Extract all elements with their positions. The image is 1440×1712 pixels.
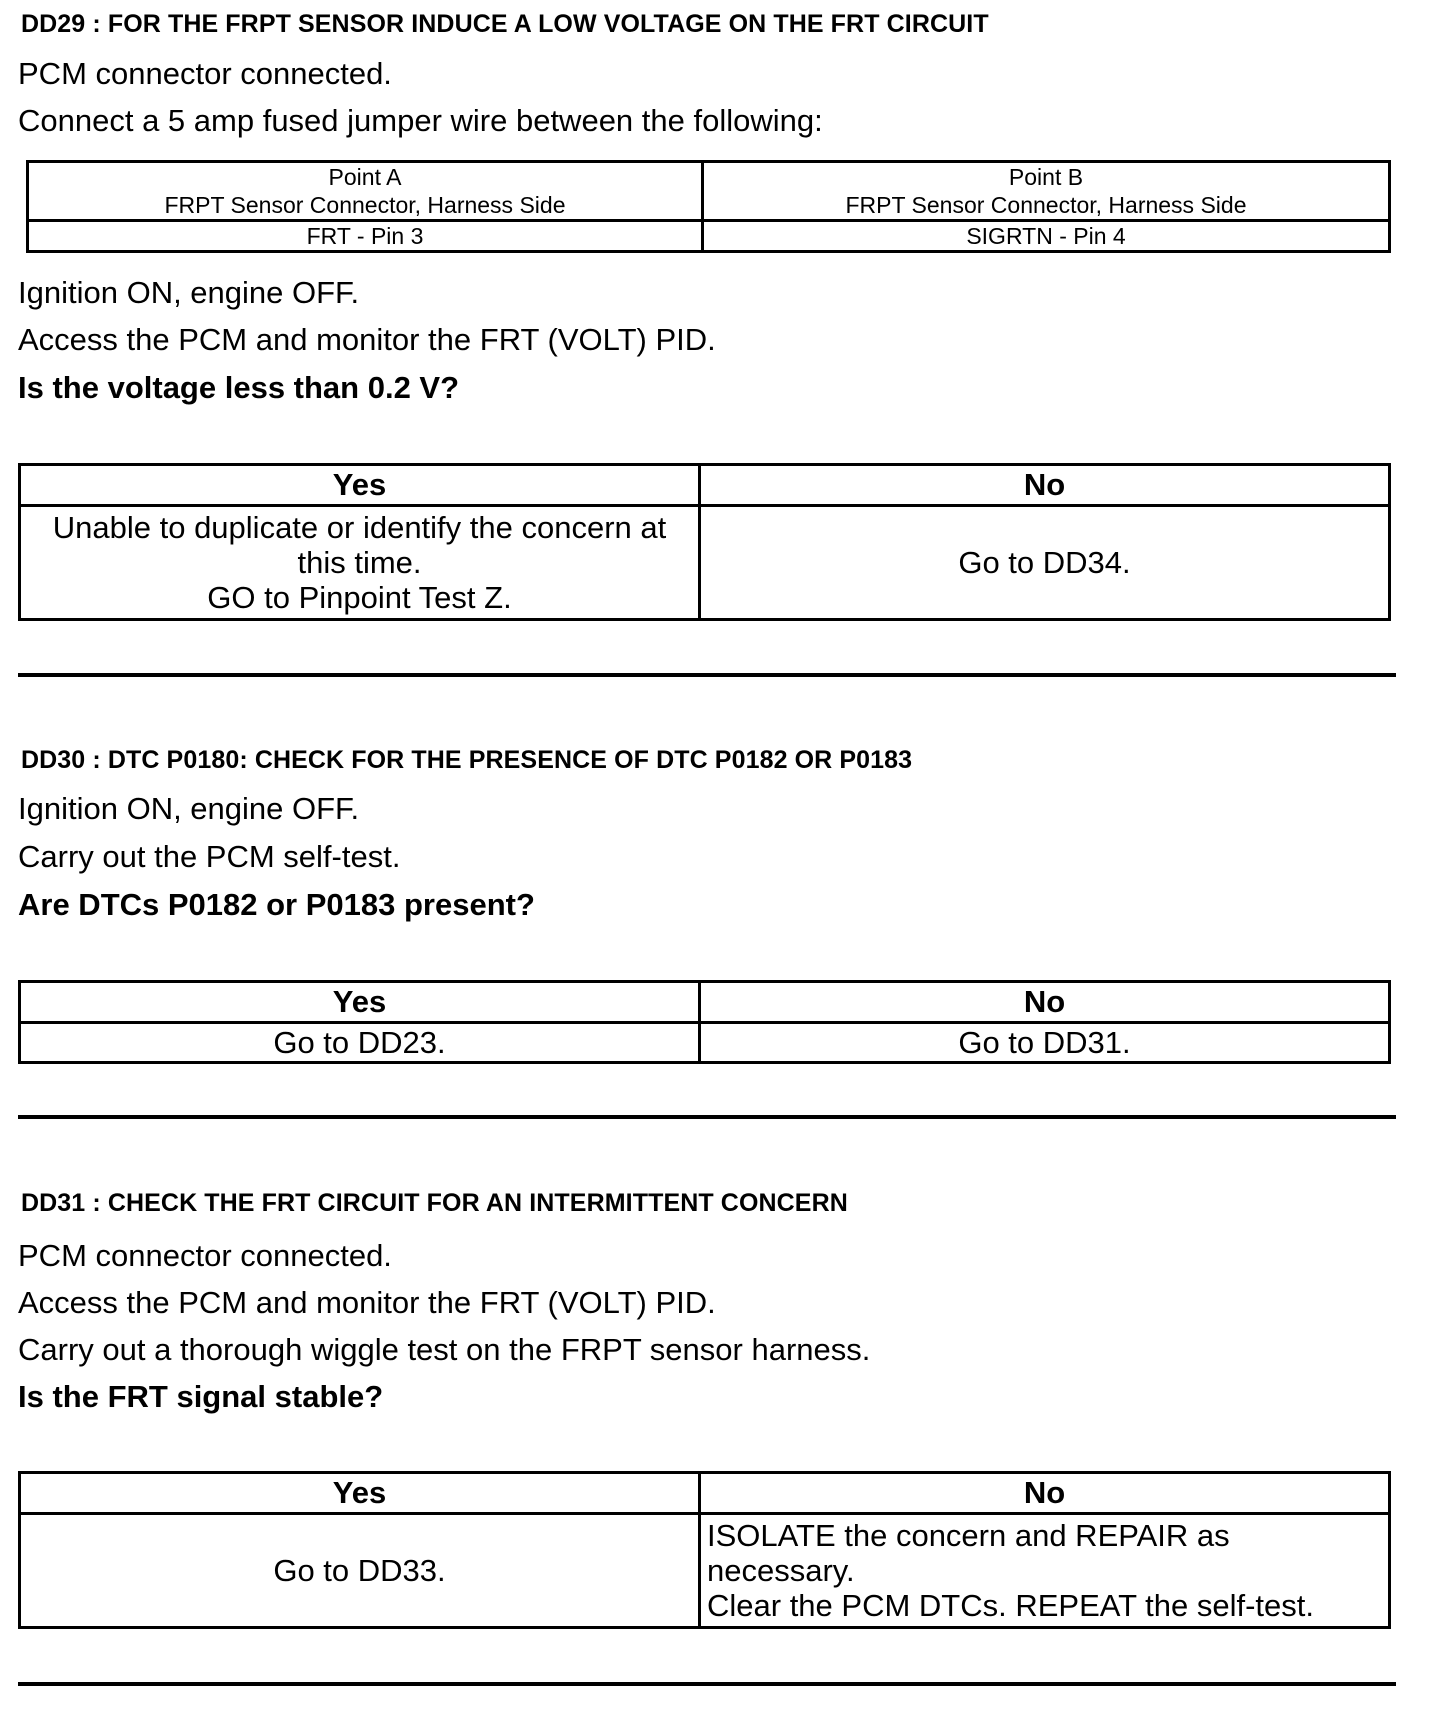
dd29-step-2: Connect a 5 amp fused jumper wire between the following: [18,103,823,138]
section-divider [18,1682,1396,1686]
point-b-location: FRPT Sensor Connector, Harness Side [845,192,1247,218]
jumper-table [26,160,1391,253]
dd29-yes-line-1: Unable to duplicate or identify the concern at [52,510,667,545]
dd31-step-1: PCM connector connected. [18,1238,392,1273]
dd31-result-table [18,1471,1391,1629]
dd29-step-1: PCM connector connected. [18,56,392,91]
dd31-step-2: Access the PCM and monitor the FRT (VOLT) PID. [18,1285,716,1320]
dd31-no-line-2: necessary. [707,1553,855,1588]
point-a-title: Point A [328,164,402,190]
dd29-question: Is the voltage less than 0.2 V? [18,370,460,405]
dd30-step-1: Ignition ON, engine OFF. [18,791,360,826]
dd29-no-header: No [700,465,1390,506]
dd30-heading: DD30 : DTC P0180: CHECK FOR THE PRESENCE OF DTC P0182 OR P0183 [21,746,913,774]
point-b-pin: SIGRTN - Pin 4 [703,221,1390,252]
dd31-yes-cell: Go to DD33. [20,1514,700,1628]
dd31-no-line-1: ISOLATE the concern and REPAIR as [707,1518,1230,1553]
point-a-pin: FRT - Pin 3 [28,221,703,252]
dd29-result-table [18,463,1391,621]
dd31-question: Is the FRT signal stable? [18,1379,384,1414]
dd30-yes-header: Yes [20,982,700,1023]
point-a-header [28,162,703,221]
dd31-no-cell [700,1514,1390,1628]
dd29-step-4: Access the PCM and monitor the FRT (VOLT) PID. [18,322,716,357]
dd29-heading: DD29 : FOR THE FRPT SENSOR INDUCE A LOW VOLTAGE ON THE FRT CIRCUIT [21,10,989,38]
dd31-heading: DD31 : CHECK THE FRT CIRCUIT FOR AN INTERMITTENT CONCERN [21,1189,848,1217]
dd30-no-header: No [700,982,1390,1023]
dd30-yes-cell: Go to DD23. [20,1023,700,1063]
dd30-no-cell: Go to DD31. [700,1023,1390,1063]
dd29-yes-cell [20,506,700,620]
dd30-result-table [18,980,1391,1064]
point-b-title: Point B [1008,164,1084,190]
dd30-question: Are DTCs P0182 or P0183 present? [18,887,535,922]
dd29-no-cell: Go to DD34. [700,506,1390,620]
dd31-yes-header: Yes [20,1473,700,1514]
dd31-no-line-3: Clear the PCM DTCs. REPEAT the self-test. [707,1588,1314,1623]
dd31-no-header: No [700,1473,1390,1514]
dd30-step-2: Carry out the PCM self-test. [18,839,401,874]
point-b-header [703,162,1390,221]
section-divider [18,1115,1396,1119]
dd29-yes-line-3: GO to Pinpoint Test Z. [207,580,512,615]
dd29-yes-header: Yes [20,465,700,506]
point-a-location: FRPT Sensor Connector, Harness Side [164,192,566,218]
dd29-step-3: Ignition ON, engine OFF. [18,275,360,310]
section-divider [18,673,1396,677]
dd31-step-3: Carry out a thorough wiggle test on the FRPT sensor harness. [18,1332,871,1367]
dd29-yes-line-2: this time. [297,545,422,580]
